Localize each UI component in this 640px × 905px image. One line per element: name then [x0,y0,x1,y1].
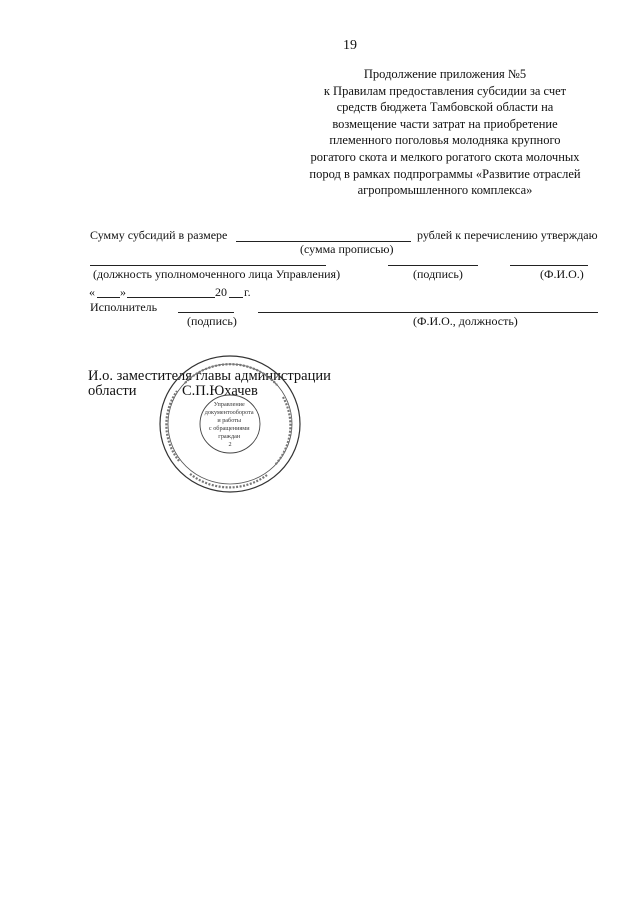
signatory-region: области [88,383,137,399]
date-year-line [229,297,243,298]
appendix-header [275,66,615,199]
sum-label: Сумму субсидий в размере [90,228,228,242]
header-line: к Правилам предоставления субсидии за счет [323,83,567,98]
position-caption: (должность уполномоченного лица Управления) [93,267,341,281]
header-line: Продолжение приложения №5 [363,67,527,81]
page-number: 19 [343,38,357,53]
fio-caption: (Ф.И.О.) [540,267,584,281]
date-open-quote: « [89,285,95,299]
position-line [90,265,326,266]
date-suffix: г. [244,285,251,299]
executor-fio-caption: (Ф.И.О., должность) [413,314,518,328]
signatory-name: С.П.Юхачев [182,383,258,399]
date-year-prefix: 20 [215,285,227,299]
executor-label: Исполнитель [90,300,158,314]
executor-signature-line [178,312,234,313]
fio-line [510,265,588,266]
official-seal-icon [157,353,303,495]
date-close-quote: » [120,285,126,299]
sum-caption: (сумма прописью) [300,242,394,256]
header-line: возмещение части затрат на приобретение [332,116,558,131]
date-month-line [127,297,215,298]
seal-text: граждан [218,433,241,440]
header-line: агропромышленного комплекса» [357,183,533,198]
seal-text: Управление [213,401,245,408]
svg-text:Управление документооборот [205,401,255,448]
seal-text: 2 [228,441,232,448]
seal-text: документооборота [204,409,254,416]
sum-suffix: рублей к перечислению утверждаю [417,228,598,242]
header-line: рогатого скота и мелкого рогатого скота молочных [310,149,580,164]
signature-caption: (подпись) [413,267,463,281]
seal-text: и работы [217,417,242,424]
signatory-title: И.о. заместителя главы администрации [88,368,331,384]
header-line: средств бюджета Тамбовской области на [336,100,554,115]
date-day-line [97,297,120,298]
executor-signature-caption: (подпись) [187,314,237,328]
signature-line [388,265,478,266]
header-line: племенного поголовья молодняка крупного [329,133,561,148]
header-line: пород в рамках подпрограммы «Развитие отраслей [309,166,581,181]
seal-text: с обращениями [208,425,250,432]
executor-fio-line [258,312,598,313]
